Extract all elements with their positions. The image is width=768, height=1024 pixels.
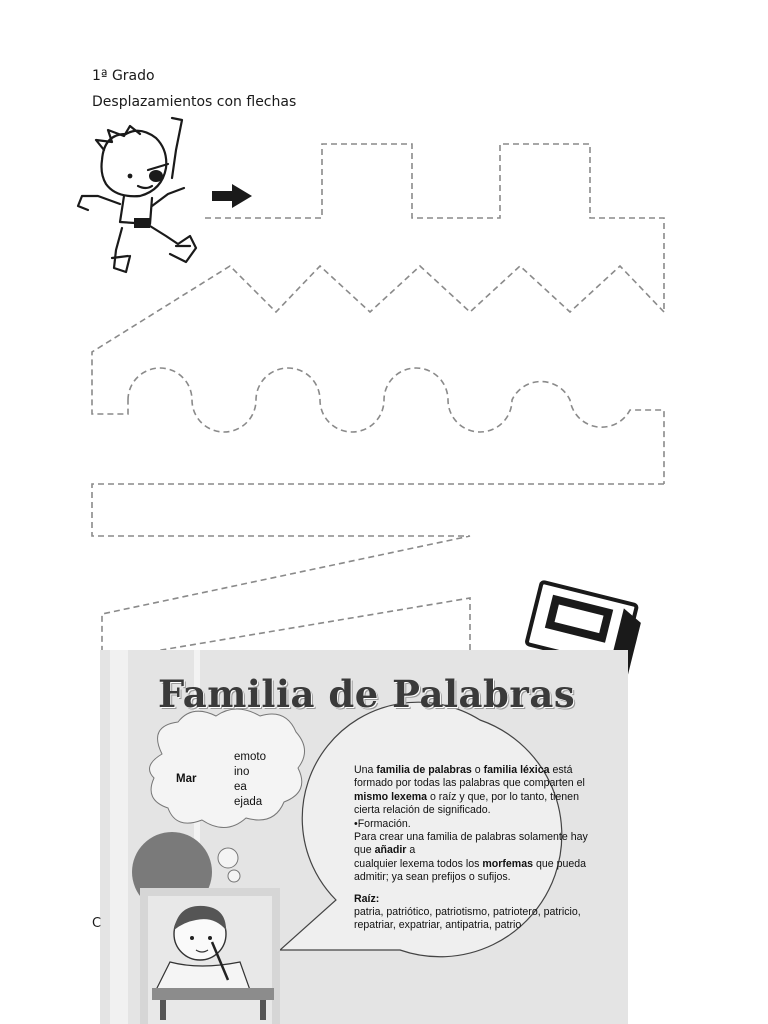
- root-words: patria, patriótico, patriotismo, patriotero, patricio, repatriar, expatriar, antipatria, patrio: [354, 906, 581, 932]
- cloud-ending: ino: [234, 766, 250, 778]
- right-arrow-icon: [212, 184, 252, 208]
- definition-paragraph: [354, 764, 598, 818]
- cloud-ending: emoto: [234, 751, 266, 763]
- root-label: [354, 893, 598, 906]
- text-span: que pueda admitir; ya sean prefijos o sufijos.: [354, 857, 587, 884]
- text-span: Para crear una familia de palabras solamente hay que: [354, 831, 588, 857]
- pirate-boy-icon: [78, 118, 196, 272]
- worksheet-title: Desplazamientos con flechas: [92, 94, 297, 110]
- term-bold: familia léxica: [483, 764, 550, 776]
- term-bold: Raíz:: [354, 892, 380, 905]
- cloud-endings: [234, 750, 266, 810]
- cloud-ending: ea: [234, 781, 247, 793]
- term-bold: añadir: [374, 844, 407, 857]
- term-bold: mismo lexema: [354, 790, 428, 803]
- text-span: está formado por todas las palabras que comparten el: [354, 764, 585, 790]
- cloud-ending: ejada: [234, 796, 263, 808]
- tracing-path-zigzag: [92, 266, 664, 414]
- text-span: cualquier lexema todos los: [354, 857, 483, 870]
- thought-cloud: [150, 709, 305, 828]
- poster-title: Familia de Palabras: [158, 672, 576, 716]
- grade-label: 1ª Grado: [92, 68, 155, 84]
- tracing-path-waves: [128, 368, 664, 484]
- word-family-poster: [100, 650, 628, 1024]
- term-bold: familia de palabras: [376, 764, 472, 776]
- definition-text: [354, 764, 598, 933]
- formation-paragraph: [354, 831, 598, 885]
- formation-heading: •Formación.: [354, 817, 411, 830]
- text-span: o: [471, 764, 484, 776]
- term-bold: morfemas: [482, 857, 534, 870]
- stray-letter: C: [92, 916, 102, 931]
- text-span: o raíz y que, por lo tanto, tienen cierta relación de significado.: [354, 790, 579, 817]
- text-span: a: [406, 844, 416, 857]
- tracing-path-battlement: [205, 144, 664, 312]
- cloud-prefix: Mar: [176, 773, 197, 785]
- text-span: Una: [354, 764, 377, 776]
